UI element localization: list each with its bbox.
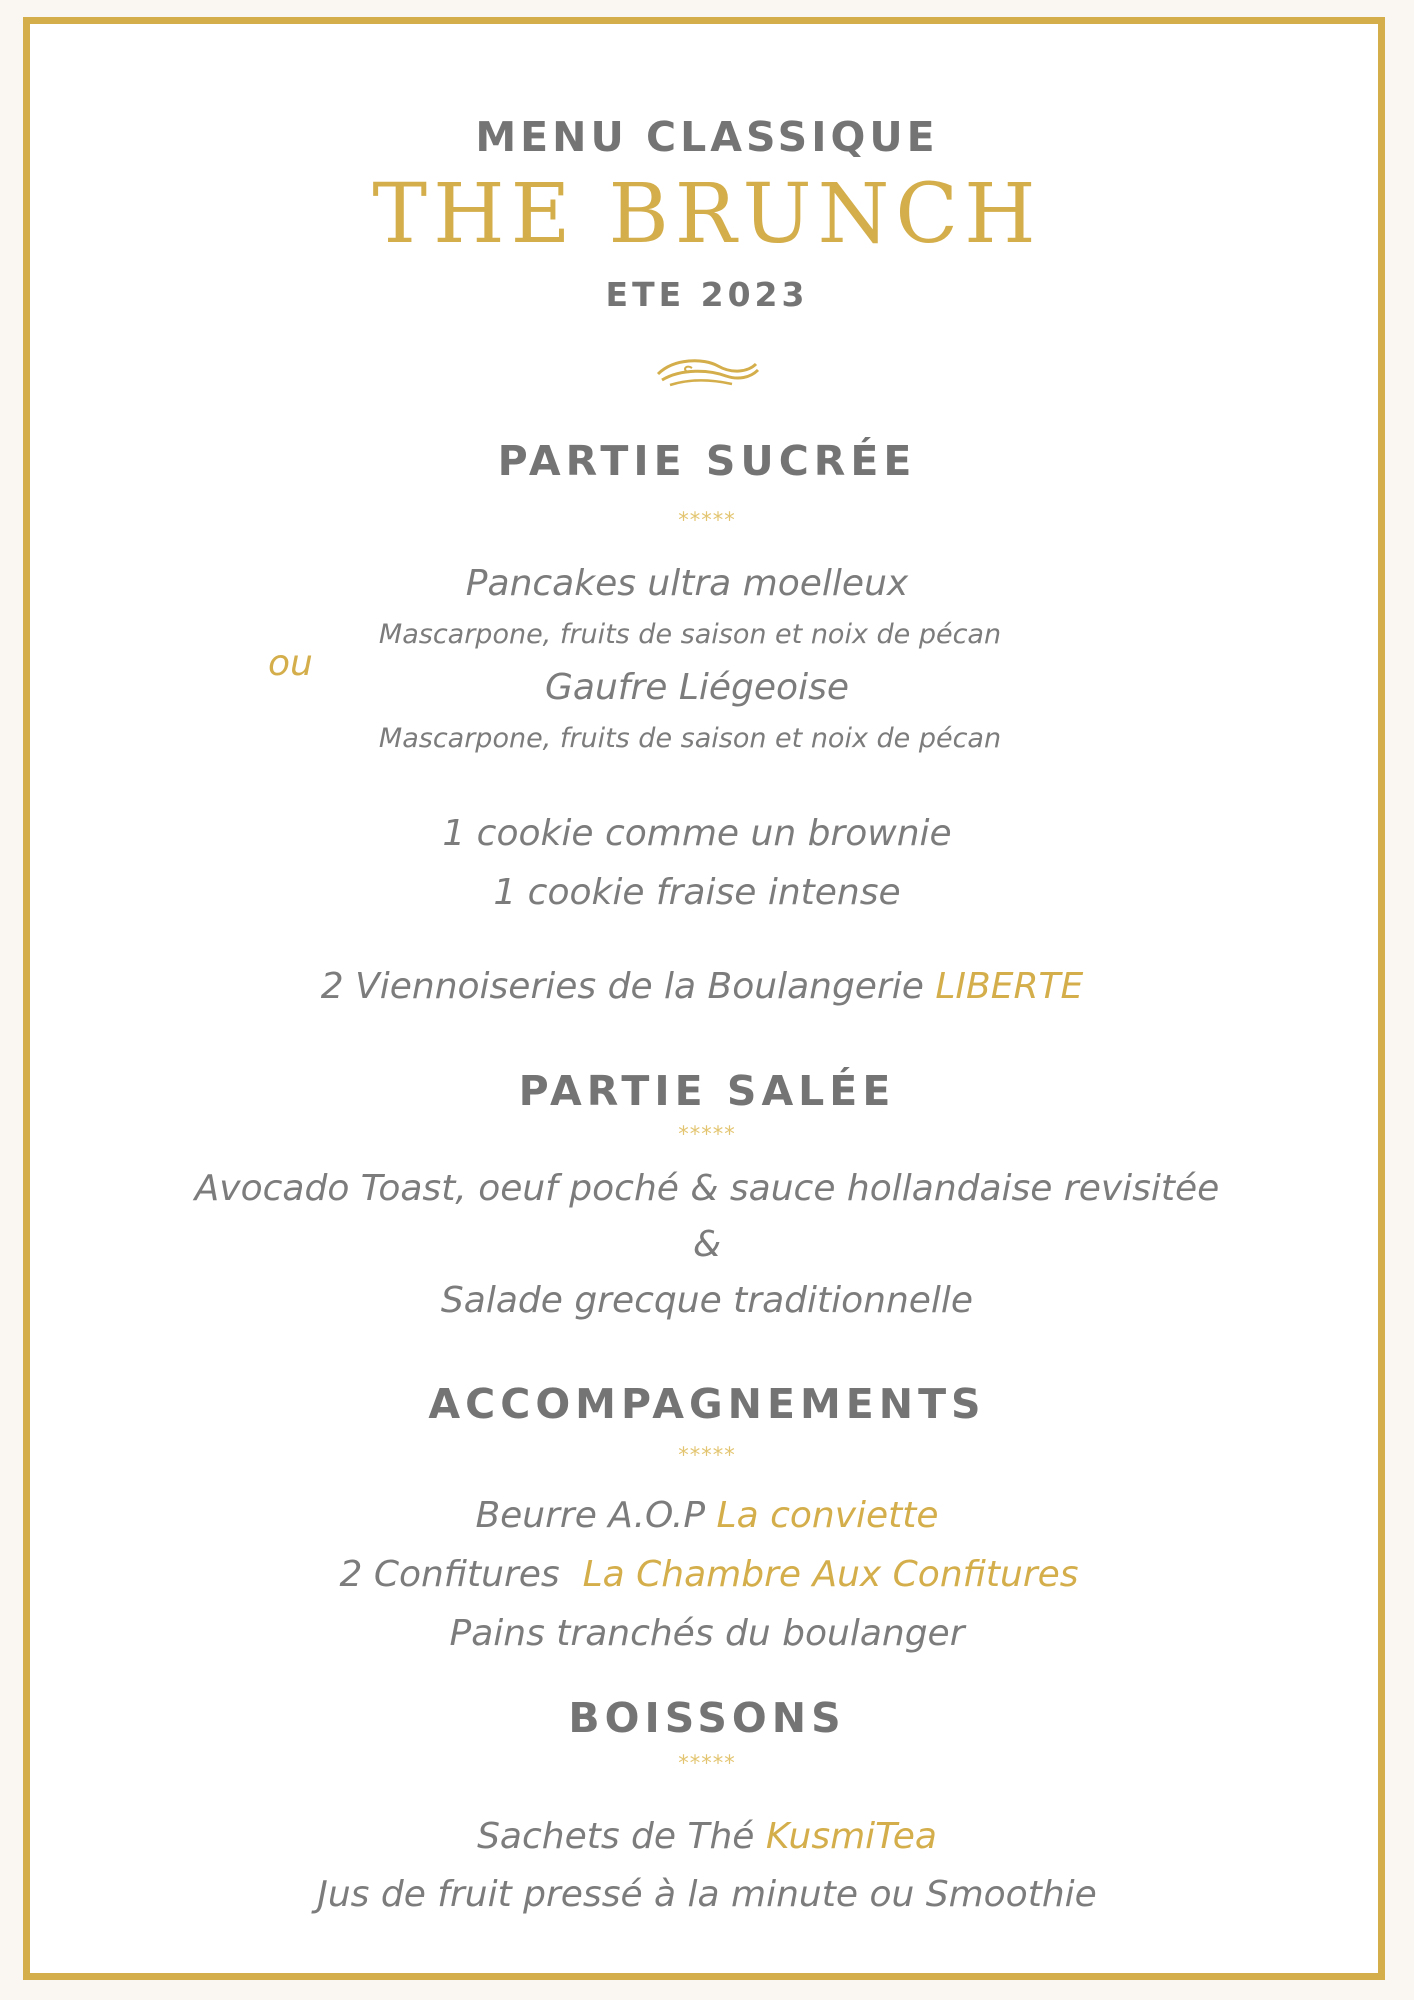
brand-kusmitea: KusmiTea [765, 1816, 937, 1857]
choice-pancakes: Pancakes ultra moelleux [465, 563, 909, 604]
butter-text: Beurre A.O.P [475, 1495, 717, 1536]
choice-pancakes-desc: Mascarpone, fruits de saison et noix de pécan [378, 619, 1002, 650]
section-title-savory: PARTIE SALÉE [518, 1067, 896, 1115]
bread-line: Pains tranchés du boulanger [449, 1613, 965, 1654]
section-title-sweet: PARTIE SUCRÉE [497, 437, 917, 485]
choice-gaufre-desc: Mascarpone, fruits de saison et noix de pécan [378, 723, 1002, 754]
butter-line [0, 1495, 1414, 1536]
menu-subtitle: MENU CLASSIQUE [475, 113, 939, 161]
menu-title: THE BRUNCH [372, 167, 1042, 262]
separator-stars: ***** [678, 1751, 736, 1775]
separator-stars: ***** [678, 508, 736, 532]
tea-text: Sachets de Thé [477, 1816, 766, 1857]
juice-line: Jus de fruit pressé à la minute ou Smoothie [317, 1874, 1097, 1915]
viennoiseries-text: 2 Viennoiseries de la Boulangerie [320, 966, 936, 1007]
section-title-sides: ACCOMPAGNEMENTS [428, 1380, 986, 1428]
viennoiseries-line [0, 966, 1409, 1007]
ampersand: & [692, 1224, 722, 1265]
ornament [0, 352, 1414, 392]
separator-stars: ***** [678, 1443, 736, 1467]
brand-la-conviette: La conviette [716, 1495, 939, 1536]
separator-stars: ***** [678, 1122, 736, 1146]
cookie-fraise: 1 cookie fraise intense [493, 872, 901, 913]
tea-line [0, 1816, 1414, 1857]
or-label: ou [268, 643, 313, 684]
brand-chambre-aux-confitures: La Chambre Aux Confitures [582, 1554, 1079, 1595]
section-title-drinks: BOISSONS [568, 1694, 846, 1742]
menu-season: ETE 2023 [605, 275, 809, 314]
choice-gaufre: Gaufre Liégeoise [545, 667, 849, 708]
salade-grecque: Salade grecque traditionnelle [440, 1280, 974, 1321]
jams-line [2, 1554, 1414, 1595]
avocado-toast: Avocado Toast, oeuf poché & sauce hollandaise revisitée [194, 1168, 1220, 1209]
cookie-brownie: 1 cookie comme un brownie [442, 813, 952, 854]
brand-liberte: LIBERTE [935, 966, 1084, 1007]
jams-text: 2 Confitures [339, 1554, 583, 1595]
gold-swirl-ornament-icon [652, 352, 762, 392]
